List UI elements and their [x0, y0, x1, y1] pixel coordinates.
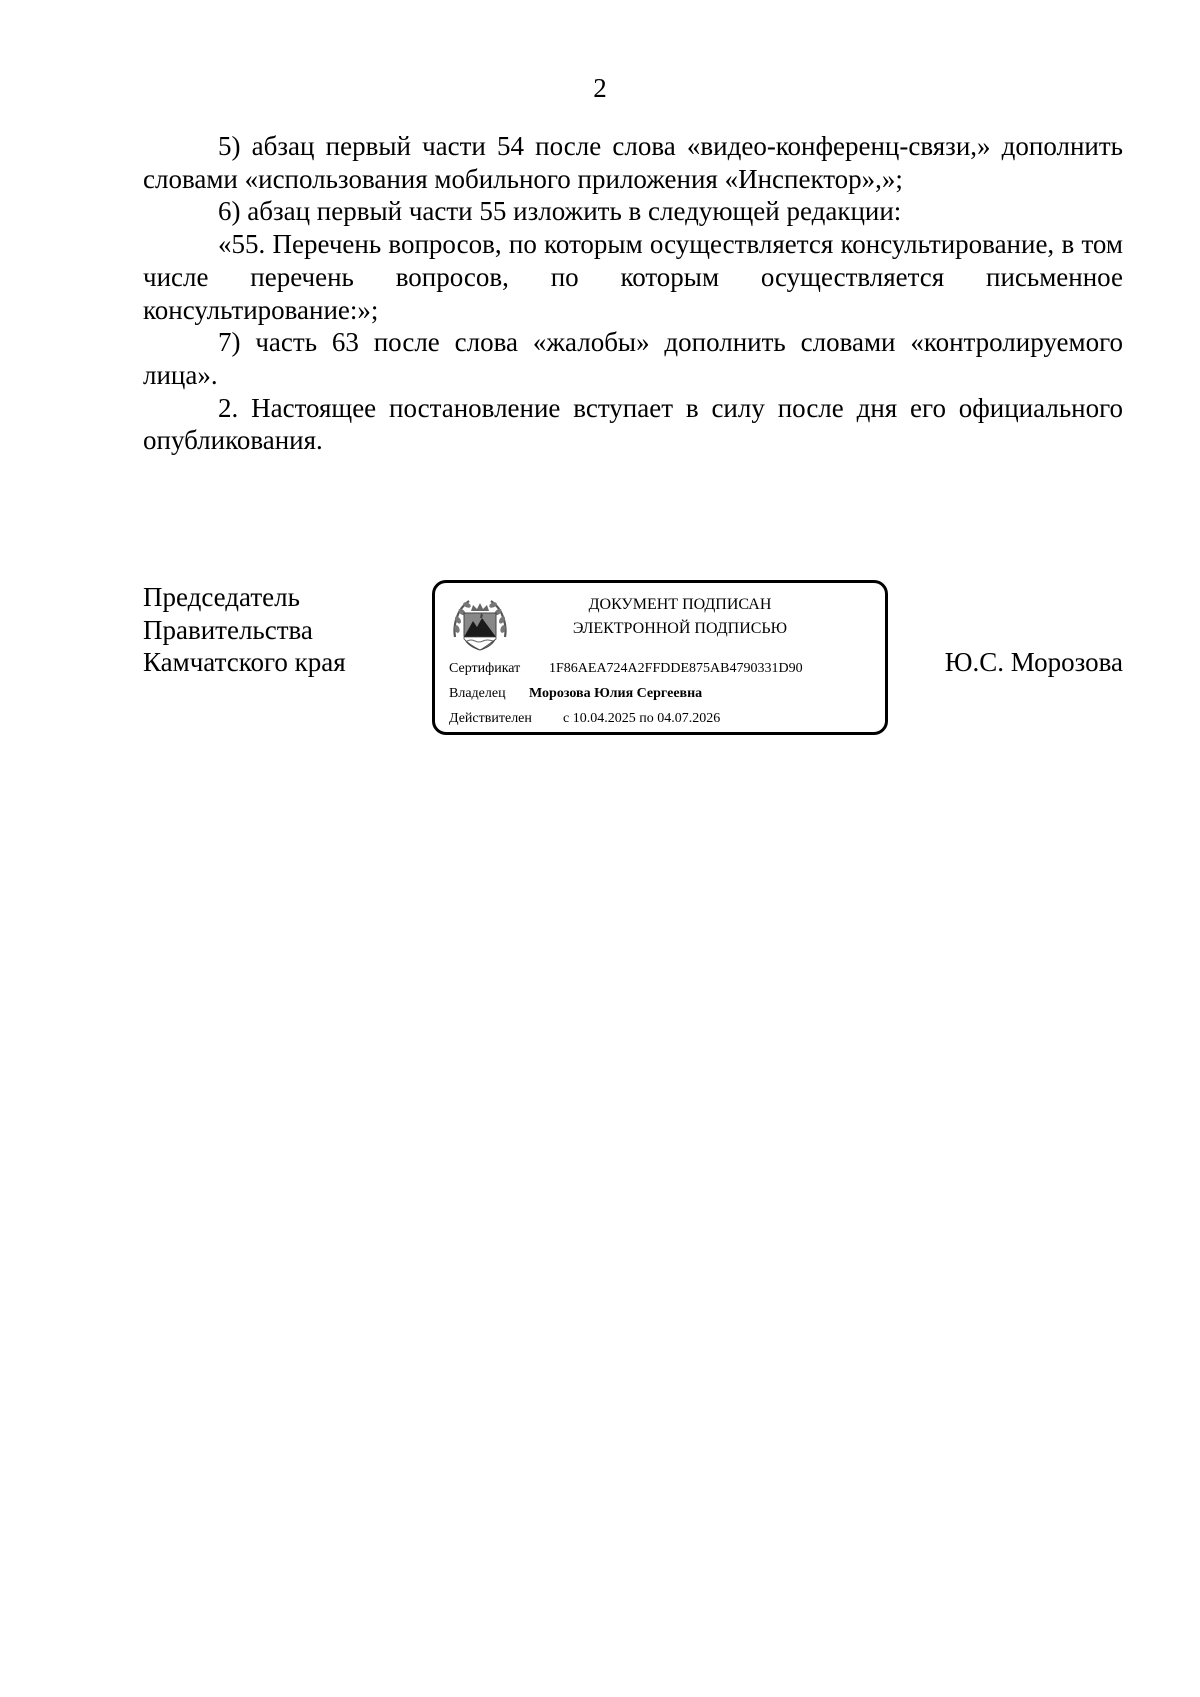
valid-value: с 10.04.2025 по 04.07.2026: [563, 711, 721, 726]
paragraph-item-55-text: «55. Перечень вопросов, по которым осуществляется консультирование, в том числе перечень вопросов, по которым осуществляется письменное консультирование:»;: [143, 229, 1123, 325]
stamp-owner-row: [449, 685, 702, 703]
certificate-label: Сертификат: [449, 661, 521, 676]
signatory-position: [143, 581, 346, 679]
stamp-certificate-row: [449, 660, 803, 678]
signatory-position-line: Председатель: [143, 582, 300, 612]
electronic-signature-stamp: [432, 580, 888, 735]
stamp-title-line: ЭЛЕКТРОННОЙ ПОДПИСЬЮ: [572, 620, 788, 637]
signatory-position-line: Правительства: [143, 614, 313, 645]
page-number: 2: [593, 73, 607, 103]
stamp-title: [530, 593, 830, 641]
certificate-value: 1F86AEA724A2FFDDE875AB4790331D90: [549, 661, 803, 676]
signatory-position-line: Камчатского края: [143, 647, 346, 677]
paragraph-item-6: 6) абзац первый части 55 изложить в следующей редакции:: [218, 196, 902, 227]
stamp-title-line: ДОКУМЕНТ ПОДПИСАН: [588, 596, 772, 613]
stamp-validity-row: [449, 710, 720, 728]
signatory-name: Ю.С. Морозова: [944, 647, 1123, 677]
document-body: [143, 130, 1123, 457]
paragraph-point-2: 2. Настоящее постановление вступает в силу после дня его официального опубликования.: [143, 392, 1123, 456]
paragraph-item-5: 5) абзац первый части 54 после слова «видео-конференц-связи,» дополнить словами «использования мобильного приложения «Инспектор»,»;: [143, 131, 1123, 194]
valid-label: Действителен: [449, 711, 532, 726]
owner-value: Морозова Юлия Сергеевна: [529, 686, 703, 701]
owner-label: Владелец: [449, 686, 506, 701]
paragraph-item-7: 7) часть 63 после слова «жалобы» дополнить словами «контролируемого лица».: [143, 327, 1123, 390]
kamchatka-coat-of-arms-icon: [449, 591, 511, 653]
